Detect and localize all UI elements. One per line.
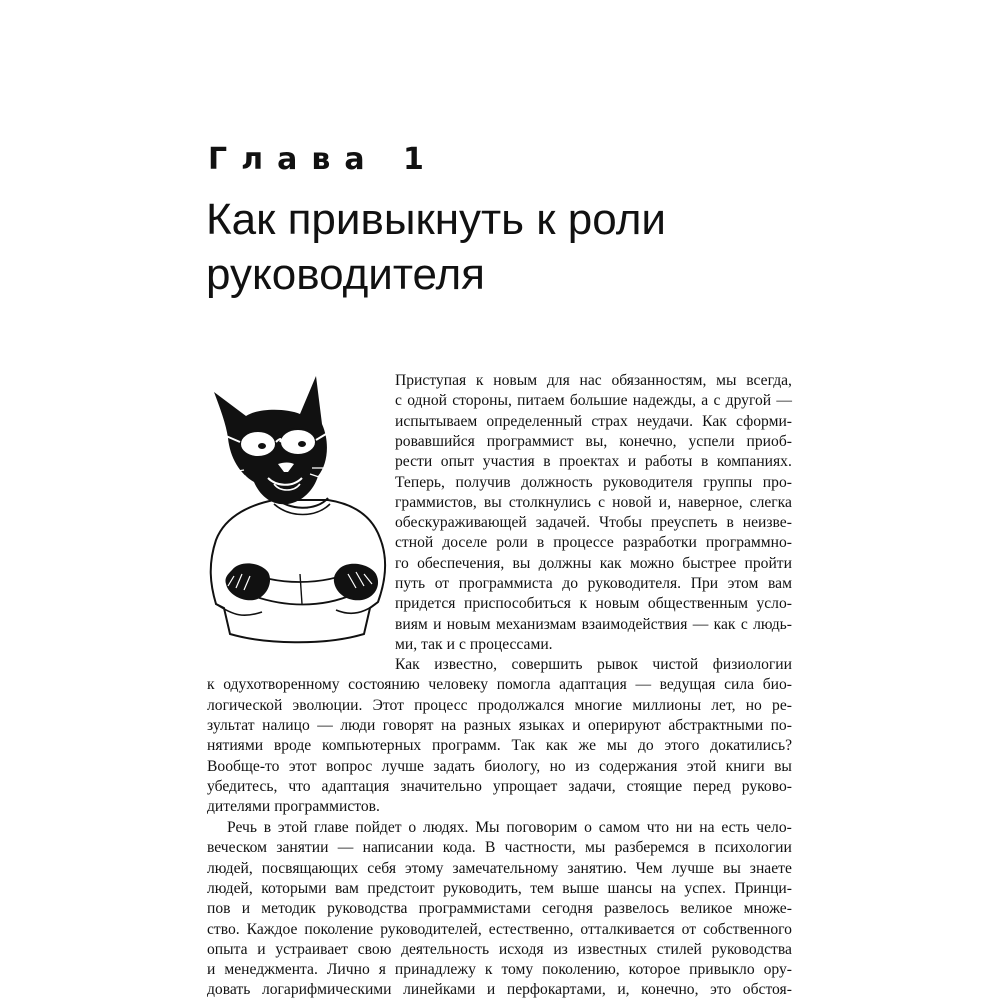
text-line: людей, посвящающих себя этому замечательному занятию. Чем лучше вы знаете	[207, 859, 792, 877]
text-line: испытываем определенный страх неудачи. Как сформи-	[395, 412, 792, 430]
text-line: и менеджмента. Лично я принадлежу к тому поколению, которое привыкло ору-	[207, 961, 792, 979]
text-line: довать логарифмическими линейками и перфокартами, и, конечно, это обстоя-	[207, 981, 792, 999]
chapter-label: Глава 1	[208, 142, 438, 177]
text-line: рести опыт участия в проектах и работы в компаниях.	[395, 453, 792, 471]
text-line: к одухотворенному состоянию человеку помогла адаптация — ведущая сила био-	[207, 676, 792, 694]
text-line: нятиями вроде компьютерных программ. Так как же мы до этого докатились?	[207, 737, 792, 755]
text-line: опыта и устраивает свою деятельность исходя из известных стилей руководства	[207, 940, 792, 958]
text-line: ровавшийся программист вы, конечно, успели приоб-	[395, 432, 792, 450]
text-line: Приступая к новым для нас обязанностям, мы всегда,	[395, 372, 792, 389]
text-line: дителями программистов.	[207, 798, 380, 816]
text-line: путь от программиста до руководителя. При этом вам	[395, 575, 792, 592]
text-line: с одной стороны, питаем большие надежды, а с другой —	[395, 392, 792, 410]
chapter-title	[206, 192, 806, 302]
text-line: стной доселе роли в процессе разработки программно-	[395, 534, 792, 552]
text-line: ство. Каждое поколение руководителей, естественно, отталкивается от собственного	[207, 920, 792, 938]
cat-in-glasses-arms-crossed-icon	[204, 372, 396, 662]
chapter-title-line: руководителя	[206, 250, 485, 299]
text-line: обескураживающей задачей. Чтобы преуспеть в неизве-	[395, 514, 792, 532]
text-line: виям и новым механизмам взаимодействия — как с людь-	[395, 615, 792, 633]
text-line: веческом занятии — написании кода. В частности, мы разберемся в психологии	[207, 839, 792, 857]
text-line: людей, которыми вам предстоит руководить, тем выше шансы на успех. Принци-	[207, 879, 792, 897]
text-line: Вообще-то этот вопрос лучше задать биологу, но из содержания этой книги вы	[207, 757, 792, 775]
text-line: зультат налицо — люди говорят на разных языках и оперируют абстрактными по-	[207, 716, 792, 734]
text-line: логической эволюции. Этот процесс продолжался многие миллионы лет, но ре-	[207, 696, 792, 714]
text-line: убедитесь, что адаптация значительно упрощает задачи, стоящие перед руково-	[207, 777, 792, 795]
text-line: го обеспечения, вы должны как можно быстрее пройти	[395, 554, 792, 572]
text-line: придется приспособиться к новым общественным усло-	[395, 595, 792, 613]
chapter-title-line: Как привыкнуть к роли	[206, 195, 667, 244]
text-line: граммистов, вы столкнулись с новой и, наверное, слегка	[395, 493, 792, 511]
text-line: Как известно, совершить рывок чистой физиологии	[395, 656, 792, 673]
text-line: пов и методик руководства программистами сегодня развелось великое множе-	[207, 900, 792, 918]
text-line: Речь в этой главе пойдет о людях. Мы поговорим о самом что ни на есть чело-	[227, 819, 792, 836]
text-line: ми, так и с процессами.	[395, 635, 553, 653]
text-line: Теперь, получив должность руководителя группы про-	[395, 473, 792, 491]
